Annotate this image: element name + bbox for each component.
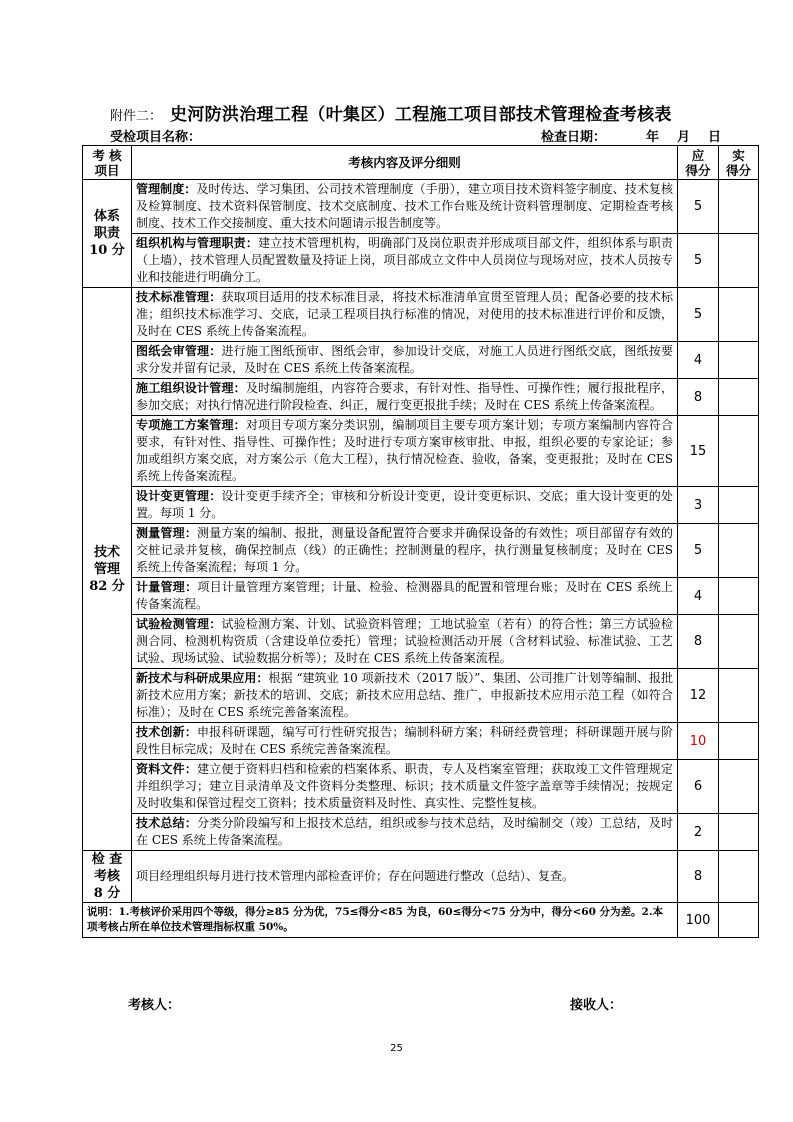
annex-label: 附件二： — [110, 109, 163, 124]
note-text: 说明：1.考核评价采用四个等级，得分≥85 分为优，75≤得分<85 为良，60≤得分<75 分为中，得分<60 分为差。2.本项考核占所在单位技术管理指标权重 50%。 — [83, 903, 678, 938]
criteria-title: 新技术与科研成果应用： — [136, 671, 269, 685]
expected-score: 10 — [678, 723, 719, 760]
criteria-text: 建立便于资料归档和检索的档案体系、职责，专人及档案室管理；获取竣工文件管理规定并组织学习；建立目录清单及文件资料分类整理、标识；技术质量文件签字盖章等手续情况；按规定及时收集和保管过程交工资料；技术质量资料及时性、真实性、完整性复核。 — [136, 762, 673, 810]
table-row — [83, 851, 759, 903]
expected-score: 4 — [678, 578, 719, 615]
criteria-title: 管理制度： — [136, 182, 197, 196]
criteria-cell — [132, 416, 678, 487]
meta-row — [110, 126, 722, 145]
expected-score: 4 — [678, 342, 719, 379]
header-score: 应 得分 — [678, 146, 719, 180]
criteria-cell — [132, 379, 678, 416]
criteria-title: 技术标准管理： — [136, 290, 222, 304]
table-row — [83, 416, 759, 487]
criteria-cell — [132, 487, 678, 524]
actual-score-field[interactable] — [719, 814, 759, 851]
receiver-label: 接收人： — [570, 998, 623, 1013]
date-year: 年 — [646, 130, 660, 145]
category-cell: 技术 管理 82 分 — [83, 288, 132, 851]
document-title: 史河防洪治理工程（叶集区）工程施工项目部技术管理检查考核表 — [170, 105, 672, 125]
expected-score: 8 — [678, 851, 719, 903]
expected-score: 15 — [678, 416, 719, 487]
actual-score-field[interactable] — [719, 669, 759, 723]
project-name-label: 受检项目名称： — [110, 130, 202, 145]
expected-score: 5 — [678, 234, 719, 288]
date-month: 月 — [677, 130, 691, 145]
actual-score-field[interactable] — [719, 524, 759, 578]
header-category: 考 核 项目 — [83, 146, 132, 180]
expected-score: 6 — [678, 760, 719, 814]
criteria-title: 试验检测管理： — [136, 617, 222, 631]
actual-score-field[interactable] — [719, 288, 759, 342]
actual-score-field[interactable] — [719, 851, 759, 903]
actual-score-field[interactable] — [719, 578, 759, 615]
header-content: 考核内容及评分细则 — [132, 146, 678, 180]
page-number: 25 — [390, 1043, 403, 1054]
criteria-cell — [132, 234, 678, 288]
actual-score-field[interactable] — [719, 180, 759, 234]
criteria-title: 专项施工方案管理： — [136, 418, 246, 432]
actual-score-field[interactable] — [719, 234, 759, 288]
table-row — [83, 234, 759, 288]
table-row — [83, 288, 759, 342]
criteria-title: 技术总结： — [136, 816, 198, 830]
expected-score: 2 — [678, 814, 719, 851]
criteria-cell — [132, 723, 678, 760]
note-row — [83, 903, 759, 938]
table-row — [83, 723, 759, 760]
expected-score: 5 — [678, 180, 719, 234]
criteria-cell — [132, 760, 678, 814]
total-actual-field[interactable] — [719, 903, 759, 938]
criteria-cell — [132, 851, 678, 903]
actual-score-field[interactable] — [719, 487, 759, 524]
criteria-cell — [132, 288, 678, 342]
criteria-text: 分类分阶段编写和上报技术总结，组织或参与技术总结，及时编制交（竣）工总结，及时在 CES 系统上传备案流程。 — [136, 816, 673, 847]
criteria-cell — [132, 669, 678, 723]
criteria-text: 建立技术管理机构，明确部门及岗位职责并形成项目部文件，组织体系与职责（上墙），技术管理人员配置数量及持证上岗，项目部成立文件中人员岗位与现场对应，技术人员按专业和技能进行明确分工。 — [136, 236, 673, 284]
category-cell: 检 查 考核 8 分 — [83, 851, 132, 903]
expected-score: 12 — [678, 669, 719, 723]
criteria-title: 施工组织设计管理： — [136, 381, 246, 395]
inspection-date — [541, 126, 721, 145]
criteria-text: 设计变更手续齐全；审核和分析设计变更，设计变更标识、交底；重大设计变更的处置。每项 1 分。 — [136, 489, 673, 520]
criteria-text: 测量方案的编制、报批，测量设备配置符合要求并确保设备的有效性；项目部留存有效的交桩记录并复核，确保控制点（线）的正确性；控制测量的程序，执行测量复核制度；及时在 CES 系统上传备案流程；每项 1 分。 — [136, 526, 673, 574]
expected-score: 8 — [678, 615, 719, 669]
actual-score-field[interactable] — [719, 723, 759, 760]
table-row — [83, 669, 759, 723]
criteria-text: 及时编制施组，内容符合要求，有针对性、指导性、可操作性；履行报批程序，参加交底；对执行情况进行阶段检查、纠正，履行变更报批手续；及时在 CES 系统上传备案流程。 — [136, 381, 673, 412]
criteria-text: 项目计量管理方案管理；计量、检验、检测器具的配置和管理台账；及时在 CES 系统上传备案流程。 — [136, 580, 673, 611]
header-actual: 实 得分 — [719, 146, 759, 180]
table-header-row — [83, 146, 759, 180]
date-label: 检查日期： — [541, 130, 607, 145]
criteria-text: 根据 “建筑业 10 项新技术（2017 版）”、集团、公司推广计划等编制、报批新技术应用方案；新技术的培训、交底；新技术应用总结、推广，申报新技术应用示范工程（如符合标准）；及时在 CES 系统完善备案流程。 — [136, 671, 673, 719]
table-row — [83, 342, 759, 379]
audit-body — [83, 180, 759, 938]
criteria-cell — [132, 342, 678, 379]
table-row — [83, 524, 759, 578]
actual-score-field[interactable] — [719, 342, 759, 379]
table-row — [83, 487, 759, 524]
criteria-text: 获取项目适用的技术标准目录，将技术标准清单宣贯至管理人员；配备必要的技术标准；组织技术标准学习、交底，记录工程项目执行标准的情况，对使用的技术标准进行评价和反馈，及时在 CES 系统上传备案流程。 — [136, 290, 673, 338]
expected-score: 5 — [678, 288, 719, 342]
criteria-text: 进行施工图纸预审、图纸会审，参加设计交底，对施工人员进行图纸交底，图纸按要求分发并留有记录，及时在 CES 系统上传备案流程。 — [136, 344, 673, 375]
expected-score: 5 — [678, 524, 719, 578]
criteria-title: 测量管理： — [136, 526, 198, 540]
table-row — [83, 180, 759, 234]
assessor-label: 考核人： — [128, 998, 181, 1013]
expected-score: 8 — [678, 379, 719, 416]
table-row — [83, 379, 759, 416]
table-row — [83, 615, 759, 669]
criteria-text: 对项目专项方案分类识别，编制项目主要专项方案计划；专项方案编制内容符合要求，有针对性、指导性、可操作性；及时进行专项方案审核审批、申报，组织必要的专家论证；参加或组织方案交底，对方案公示（危大工程），执行情况检查、验收，备案，变更报批；及时在 CES 系统上传备案流程。 — [136, 418, 673, 483]
criteria-title: 计量管理： — [136, 580, 198, 594]
criteria-cell — [132, 615, 678, 669]
date-day: 日 — [708, 130, 722, 145]
table-row — [83, 578, 759, 615]
actual-score-field[interactable] — [719, 760, 759, 814]
criteria-title: 图纸会审管理： — [136, 344, 222, 358]
criteria-cell — [132, 578, 678, 615]
criteria-text: 试验检测方案、计划、试验资料管理；工地试验室（若有）的符合性；第三方试验检测合同、检测机构资质（含建设单位委托）管理；试验检测活动开展（含材料试验、标准试验、工艺试验、现场试验、试验数据分析等）；及时在 CES 系统上传备案流程。 — [136, 617, 673, 665]
actual-score-field[interactable] — [719, 379, 759, 416]
table-row — [83, 814, 759, 851]
criteria-title: 组织机构与管理职责： — [136, 236, 259, 250]
category-cell: 体系 职责 10 分 — [83, 180, 132, 288]
criteria-cell — [132, 180, 678, 234]
audit-table — [82, 145, 759, 938]
title-line — [110, 100, 750, 125]
table-row — [83, 760, 759, 814]
criteria-cell — [132, 814, 678, 851]
actual-score-field[interactable] — [719, 416, 759, 487]
criteria-title: 设计变更管理： — [136, 489, 222, 503]
criteria-text: 申报科研课题，编写可行性研究报告；编制科研方案；科研经费管理；科研课题开展与阶段性目标完成；及时在 CES 系统完善备案流程。 — [136, 725, 673, 756]
actual-score-field[interactable] — [719, 615, 759, 669]
criteria-cell — [132, 524, 678, 578]
expected-score: 3 — [678, 487, 719, 524]
total-score: 100 — [678, 903, 719, 938]
criteria-title: 技术创新： — [136, 725, 198, 739]
criteria-text: 项目经理组织每月进行技术管理内部检查评价；存在问题进行整改（总结）、复查。 — [136, 869, 575, 883]
criteria-text: 及时传达、学习集团、公司技术管理制度（手册），建立项目技术资料签字制度、技术复核及检算制度、技术资料保管制度、技术交底制度、技术工作台账及统计资料管理制度、定期检查考核制度、技术工作交接制度、重大技术问题请示报告制度等。 — [136, 182, 673, 230]
criteria-title: 资料文件： — [136, 762, 198, 776]
